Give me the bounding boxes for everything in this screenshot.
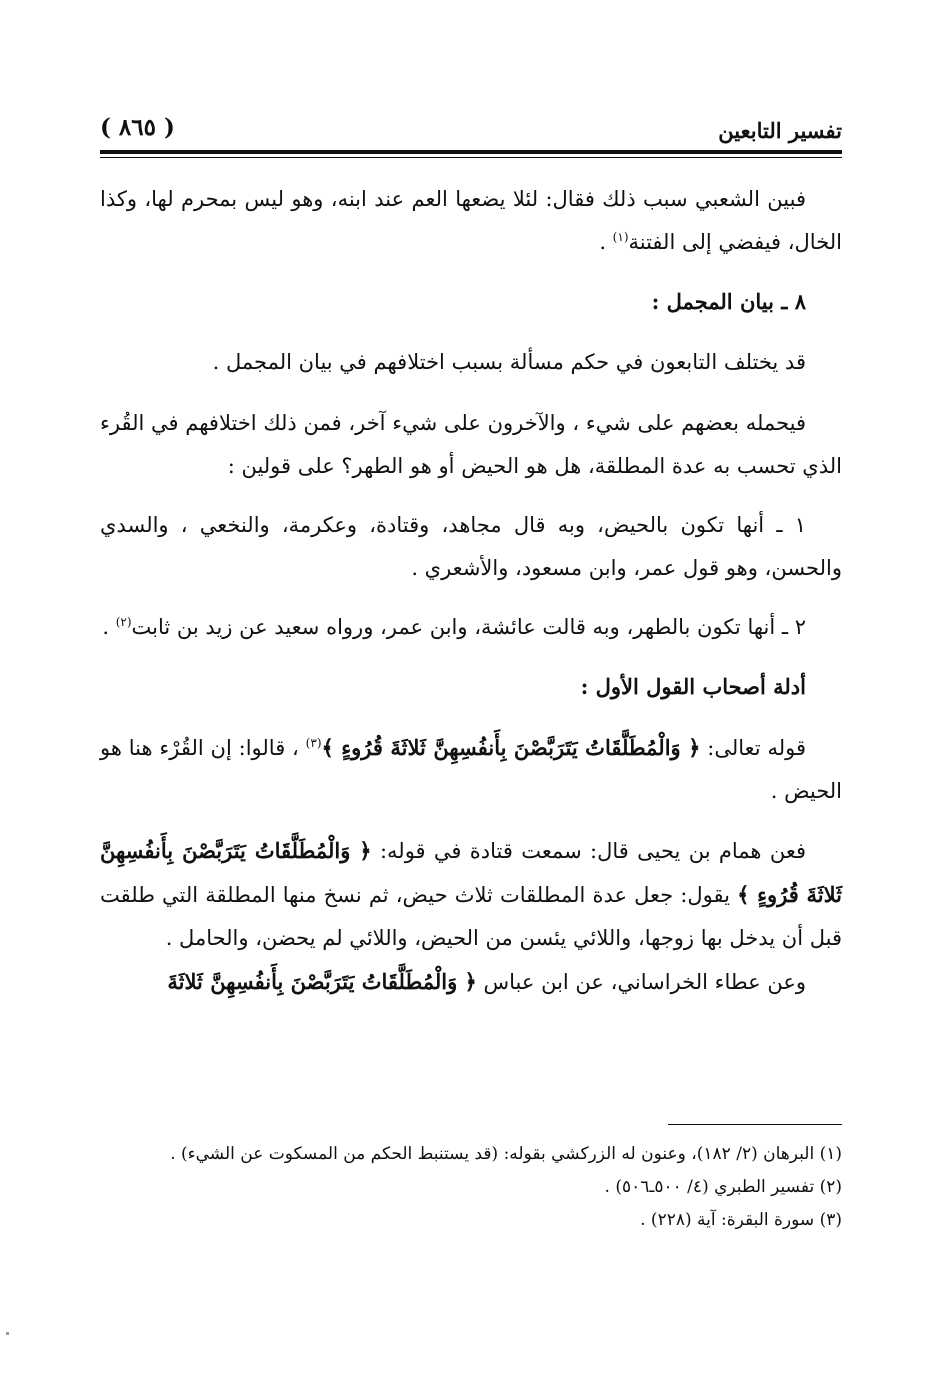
footnote-ref-1: (١) [612,230,629,244]
header-rule-thin [100,157,842,158]
scan-speck [6,1332,9,1335]
running-title: تفسير التابعين [718,118,842,143]
page-number: ( ٨٦٥ ) [100,114,175,141]
paragraph-1-text: فبين الشعبي سبب ذلك فقال: لئلا يضعها العم عند ابنه، وهو ليس بمحرم لها، وكذا الخال، فيفضي إلى الفتنة [100,187,842,254]
paragraph-7-text-b: يقول: جعل عدة المطلقات ثلاث حيض، ثم نسخ منها المطلقة التي طلقت قبل أن يدخل بها زوجها، واللائي يئسن من الحيض، واللائي لم يحضن، والحامل . [100,883,842,950]
paragraph-6-text-a: قوله تعالى: [700,736,806,760]
list-item-2 [100,606,842,649]
paragraph-6 [100,726,842,813]
footnote-3: (٣) سورة البقرة: آية (٢٢٨) . [640,1210,842,1230]
paragraph-3: فيحمله بعضهم على شيء ، والآخرون على شيء آخر، فمن ذلك اختلافهم في القُرء الذي تحسب به عدة المطلقة، هل هو الحيض أو هو الطهر؟ على قولين : [100,411,842,478]
section-heading-8: ٨ ـ بيان المجمل : [651,289,806,314]
paragraph-6-text-b: ، قالوا: إن القُرْء هنا هو الحيض . [100,736,842,803]
footnote-2: (٢) تفسير الطبري (٤/ ٥٠٠ـ٥٠٦) . [604,1177,842,1197]
footnotes [100,1138,842,1237]
list-item-2-end: . [102,615,116,639]
paragraph-8 [100,960,842,1004]
section-heading-evidence: أدلة أصحاب القول الأول : [580,674,806,699]
quran-verse-1: ﴿ وَالْمُطَلَّقَاتُ يَتَرَبَّصْنَ بِأَنفُسِهِنَّ ثَلاثَةَ قُرُوءٍ ﴾ [321,735,701,760]
paragraph-7 [100,829,842,960]
paragraph-8-text: وعن عطاء الخراساني، عن ابن عباس [476,970,806,994]
paragraph-2: قد يختلف التابعون في حكم مسألة بسبب اختلافهم في بيان المجمل . [212,350,806,374]
paragraph-7-text-a: فعن همام بن يحيى قال: سمعت قتادة في قوله: [371,839,806,863]
footnote-separator [668,1124,842,1125]
list-item-1: ١ ـ أنها تكون بالحيض، وبه قال مجاهد، وقتادة، وعكرمة، والنخعي ، والسدي والحسن، وهو قول عمر، وابن مسعود، والأشعري . [100,513,842,580]
header-rule-thick [100,150,842,154]
quran-verse-3: ﴿ وَالْمُطَلَّقَاتُ يَتَرَبَّصْنَ بِأَنفُسِهِنَّ ثَلاثَةَ [167,969,477,994]
list-item-2-text: ٢ ـ أنها تكون بالطهر، وبه قالت عائشة، وابن عمر، ورواه سعيد عن زيد بن ثابت [131,615,806,639]
footnote-ref-3: (٣) [305,736,322,750]
main-text [100,178,842,1020]
page-header [100,112,842,152]
paragraph-1 [100,178,842,264]
footnote-1: (١) البرهان (٢/ ١٨٢)، وعنون له الزركشي بقوله: (قد يستنبط الحكم من المسكوت عن الشيء) . [170,1144,842,1164]
footnote-ref-2: (٢) [115,615,132,629]
quran-verse-2: ﴿ وَالْمُطَلَّقَاتُ يَتَرَبَّصْنَ بِأَنفُسِهِنَّ ثَلاثَةَ قُرُوءٍ ﴾ [100,838,843,907]
paragraph-1-end: . [599,230,613,254]
